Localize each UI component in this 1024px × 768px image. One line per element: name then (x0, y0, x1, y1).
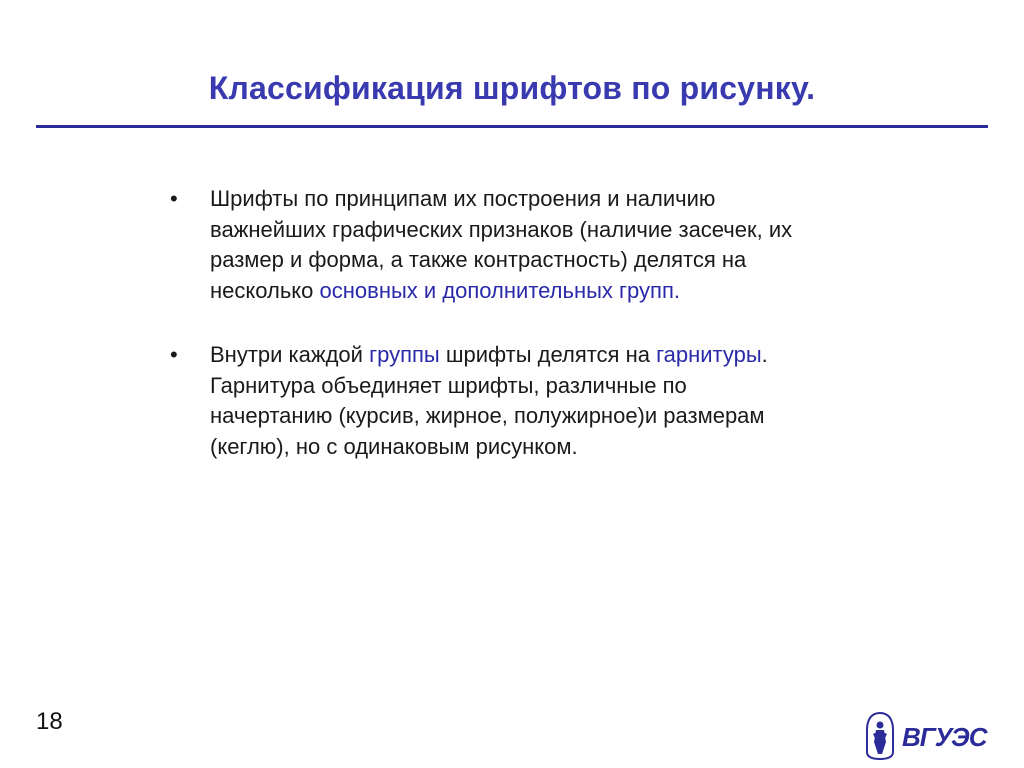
bullet-text-part: Шрифты по принципам их построения и наличию важнейших графических признаков (наличие засечек, их размер и форма, а также контрастность) делятся на несколько (210, 186, 793, 303)
highlighted-term: группы (369, 342, 440, 367)
bullet-text (210, 340, 815, 462)
title-underline (36, 125, 988, 128)
bullet-marker: • (170, 342, 178, 367)
bullet-marker: • (170, 186, 178, 211)
logo-text: ВГУЭС (902, 722, 987, 752)
highlighted-term: гарнитуры (656, 342, 762, 367)
emblem-icon (864, 712, 896, 760)
highlighted-term: основных и дополнительных групп. (319, 277, 680, 303)
bullet-item (165, 340, 815, 462)
university-logo (864, 712, 988, 762)
page-number: 18 (36, 708, 63, 735)
bullet-text-part: шрифты делятся на (439, 342, 657, 367)
bullet-text (210, 184, 815, 306)
slide-title: Классификация шрифтов по рисунку. (208, 70, 816, 106)
bullet-text-part: Внутри каждой (210, 342, 370, 367)
bullet-list (165, 184, 815, 496)
bullet-text-part: . Гарнитура объединяет шрифты, различные по начертанию (курсив, жирное, полужирное)и размерам (кеглю), но с одинаковым рисунком. (210, 342, 768, 459)
bullet-item (165, 184, 815, 306)
